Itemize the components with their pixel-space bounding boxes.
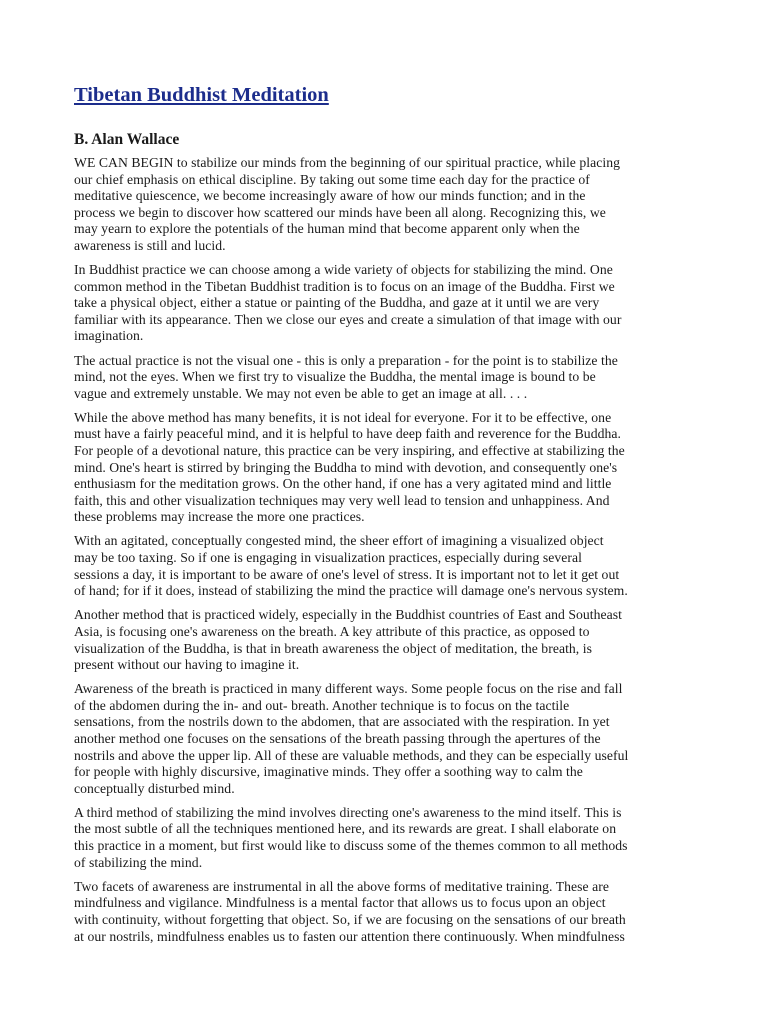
document-title-link[interactable]: Tibetan Buddhist Meditation: [74, 84, 329, 106]
text-line: of the abdomen during the in- and out- breath. Another technique is to focus on the tactile: [74, 697, 570, 713]
text-line: our chief emphasis on ethical discipline. By taking out some time each day for the practice of: [74, 171, 590, 187]
text-line: mind. One's heart is stirred by bringing the Buddha to mind with devotion, and consequently one's: [74, 459, 618, 475]
text-line: Asia, is focusing one's awareness on the breath. A key attribute of this practice, as opposed to: [74, 623, 590, 639]
paragraph: [74, 607, 698, 673]
text-line: sensations, from the nostrils down to the abdomen, that are associated with the respiration. In yet: [74, 714, 610, 730]
text-line: at our nostrils, mindfulness enables us to fasten our attention there continuously. When mindfulness: [74, 928, 625, 944]
text-line: process we begin to discover how scattered our minds have been all along. Recognizing this, we: [74, 204, 606, 220]
paragraph: [74, 879, 698, 945]
text-line: vague and extremely unstable. We may not even be able to get an image at all. . . .: [74, 385, 528, 401]
text-line: may be too taxing. So if one is engaging in visualization practices, especially during several: [74, 550, 582, 566]
text-line: mindfulness and vigilance. Mindfulness is a mental factor that allows us to focus upon an object: [74, 895, 606, 911]
text-line: may yearn to explore the potentials of the human mind that become apparent only when the: [74, 221, 580, 237]
text-line: of stabilizing the mind.: [74, 854, 203, 870]
paragraph: [74, 262, 698, 345]
text-line: familiar with its appearance. Then we close our eyes and create a simulation of that image with our: [74, 311, 622, 327]
text-line: With an agitated, conceptually congested mind, the sheer effort of imagining a visualized object: [74, 533, 604, 549]
text-line: of hand; for if it does, instead of stabilizing the mind the practice will damage one's nervous system.: [74, 583, 628, 599]
text-line: Another method that is practiced widely, especially in the Buddhist countries of East and Southeast: [74, 607, 623, 623]
document-body: [74, 155, 698, 953]
text-line: mind, not the eyes. When we first try to visualize the Buddha, the mental image is bound to be: [74, 369, 596, 385]
paragraph: [74, 533, 698, 599]
paragraph: [74, 155, 698, 255]
text-line: present without our having to imagine it.: [74, 657, 300, 673]
text-line: awareness is still and lucid.: [74, 237, 226, 253]
paragraph: [74, 805, 698, 871]
text-line: must have a fairly peaceful mind, and it is helpful to have deep faith and reverence for the Buddha.: [74, 426, 621, 442]
text-line: While the above method has many benefits, it is not ideal for everyone. For it to be effective, one: [74, 409, 612, 425]
text-line: take a physical object, either a statue or painting of the Buddha, and gaze at it until we are very: [74, 295, 600, 311]
text-line: with continuity, without forgetting that object. So, if we are focusing on the sensations of our breath: [74, 911, 626, 927]
text-line: For people of a devotional nature, this practice can be very inspiring, and effective at stabilizing the: [74, 443, 625, 458]
text-line: these problems may increase the more one practices.: [74, 509, 365, 525]
text-line: The actual practice is not the visual one - this is only a preparation - for the point is to stabilize the: [74, 352, 618, 368]
text-line: visualization of the Buddha, is that in breath awareness the object of meditation, the breath, is: [74, 640, 592, 656]
text-line: imagination.: [74, 328, 144, 344]
text-line: nostrils and above the upper lip. All of these are valuable methods, and they can be especially useful: [74, 747, 629, 763]
text-line: sessions a day, it is important to be aware of one's level of stress. It is important not to let it get out: [74, 566, 620, 582]
paragraph: [74, 353, 698, 403]
text-line: Awareness of the breath is practiced in many different ways. Some people focus on the rise and fall: [74, 681, 623, 697]
text-line: A third method of stabilizing the mind involves directing one's awareness to the mind itself. This is: [74, 804, 622, 820]
text-line: Two facets of awareness are instrumental in all the above forms of meditative training. These are: [74, 878, 609, 894]
text-line: conceptually disturbed mind.: [74, 780, 235, 796]
paragraph: [74, 681, 698, 797]
text-line: meditative quiescence, we become increasingly aware of how our minds function; and in the: [74, 188, 586, 204]
paragraph: [74, 410, 698, 526]
text-line: enthusiasm for the meditation grows. On the other hand, if one has a very agitated mind and little: [74, 476, 612, 492]
text-line: WE CAN BEGIN to stabilize our minds from the beginning of our spiritual practice, while placing: [74, 155, 621, 170]
text-line: this practice in a moment, but first would like to discuss some of the themes common to all methods: [74, 838, 628, 854]
text-line: faith, this and other visualization techniques may very well lead to tension and unhappiness. And: [74, 492, 610, 508]
text-line: the most subtle of all the techniques mentioned here, and its rewards are great. I shall elaborate on: [74, 821, 617, 837]
text-line: another method one focuses on the sensations of the breath passing through the apertures of the: [74, 731, 601, 746]
text-line: In Buddhist practice we can choose among a wide variety of objects for stabilizing the mind. One: [74, 262, 613, 278]
author-name: B. Alan Wallace: [74, 131, 180, 148]
text-line: for people with highly discursive, imaginative minds. They offer a soothing way to calm the: [74, 764, 583, 780]
text-line: common method in the Tibetan Buddhist tradition is to focus on an image of the Buddha. First we: [74, 278, 615, 294]
